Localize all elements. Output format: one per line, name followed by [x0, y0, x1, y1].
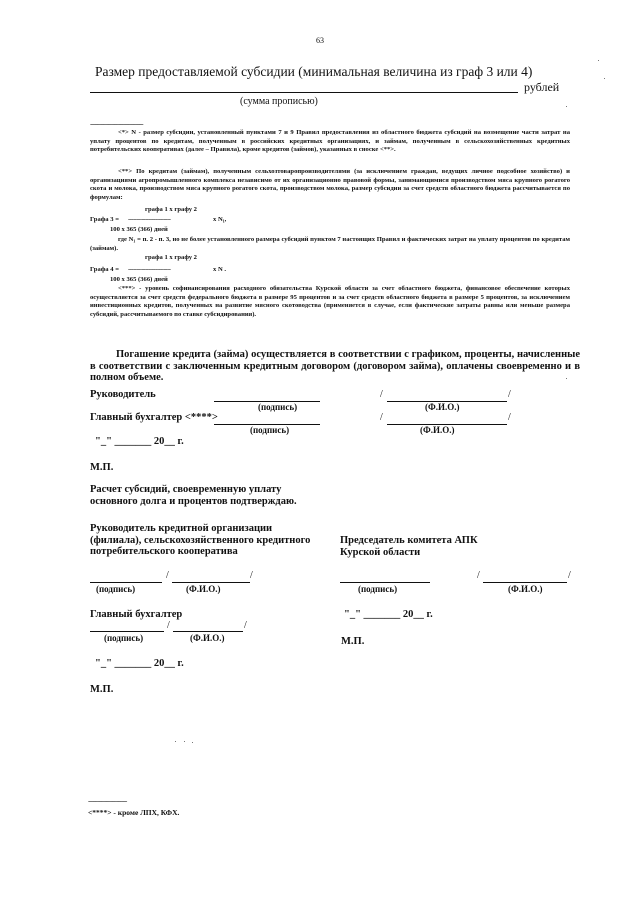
scan-speck: [175, 741, 176, 742]
formula-3-dashes: -------------------------: [128, 216, 171, 223]
formula-3-denominator: 100 х 365 (366) дней: [110, 226, 168, 233]
slash: /: [508, 412, 511, 423]
scan-speck: [192, 742, 193, 743]
formula-3-label: Графа 3 =: [90, 216, 119, 223]
org-name-caption: (Ф.И.О.): [186, 584, 221, 594]
committee-name-caption: (Ф.И.О.): [508, 584, 543, 594]
footnote-4: <****> - кроме ЛПХ, КФХ.: [88, 808, 180, 817]
formula-4-numerator: графа 1 х графу 2: [145, 254, 197, 261]
footnote-separator: --------------------------------------------: [90, 121, 143, 128]
chief-name-caption: (Ф.И.О.): [420, 425, 455, 435]
formula-4-denominator: 100 х 365 (366) дней: [110, 276, 168, 283]
slash: /: [568, 570, 571, 581]
slash: /: [250, 570, 253, 581]
sum-in-words-caption: (сумма прописью): [240, 96, 318, 107]
committee-signature-line: [340, 582, 430, 583]
rubles-label: рублей: [524, 80, 560, 94]
head-name-caption: (Ф.И.О.): [425, 402, 460, 412]
org-chief-signature-caption: (подпись): [104, 633, 144, 643]
chief-signature-caption: (подпись): [250, 425, 290, 435]
committee-name-line: [483, 582, 567, 583]
formula-3-numerator: графа 1 х графу 2: [145, 206, 197, 213]
scan-speck: [184, 741, 185, 742]
org-stamp-mark: М.П.: [90, 684, 114, 695]
slash: /: [508, 389, 511, 400]
scan-speck: [566, 106, 567, 107]
slash: /: [167, 620, 170, 631]
stamp-mark: М.П.: [90, 462, 114, 473]
slash: /: [380, 412, 383, 423]
slash: /: [244, 620, 247, 631]
org-name-line: [172, 582, 250, 583]
org-signature-line: [90, 582, 162, 583]
footnote-separator-bottom: --------------------------------: [88, 798, 127, 805]
committee-signature-caption: (подпись): [358, 584, 398, 594]
org-chief-accountant-label: Главный бухгалтер: [90, 609, 183, 620]
scan-speck: [598, 60, 599, 61]
org-signature-caption: (подпись): [96, 584, 136, 594]
footnote-3: <***> - уровень софинансирования расходного обязательства Курской области за счет областного бюджета, финансовое обеспечение которых осуществляется за счет средств федерального бюджета в размере 95 процентов и за счет средств областного бюджета в размере 5 процентов, за исключением инвестиционных кредитов, полученных на развитие мясного скотоводства (применяется в случае, если фактические затраты равны или меньше размера субсидий, рассчитываемого по ставке субсидирования).: [90, 285, 570, 318]
scan-speck: [566, 378, 567, 379]
formula-where: где N₁ = п. 2 - п. 3, но не более установленного размера субсидий пунктом 7 настоящих Правил и фактических затрат на уплату процентов по кредитам (займам).: [90, 236, 570, 252]
committee-stamp-mark: М.П.: [341, 636, 365, 647]
formula-4-label: Графа 4 =: [90, 266, 119, 273]
committee-head-label: Председатель комитета АПК Курской области: [340, 535, 478, 558]
footnote-1: <*> N - размер субсидии, установленный пунктами 7 и 9 Правил предоставления из областного бюджета субсидий на возмещение части затрат на уплату процентов по кредитам, полученным в российских кредитных организациях, и займам, полученным в сельскохозяйственных кредитных потребительских кооперативах (далее – Правила), кроме кредитов (займов), указанных в сноске <**>.: [90, 129, 570, 153]
org-head-label: Руководитель кредитной организации (филиала), сельскохозяйственного кредитного потребительского кооператива: [90, 523, 311, 557]
formula-4-multiplier: х N .: [213, 266, 227, 273]
date-line: "_" _______ 20__ г.: [95, 436, 184, 447]
repayment-paragraph: Погашение кредита (займа) осуществляется в соответствии с графиком, проценты, начисленные в соответствии с заключенным кредитным договором (договором займа), оплачены своевременно и в полном объеме.: [90, 349, 580, 383]
footnote-2: <**> По кредитам (займам), полученным сельхозтоваропроизводителями (за исключением граждан, ведущих личное подсобное хозяйство) и организациями агропромышленного комплекса независимо от их организационно правовой формы, занимающимися производством мяса крупного рогатого скота и молока, производством мяса крупного рогатого скота, производством молока, размер субсидии за счет средств областного бюджета рассчитывается по формулам:: [90, 168, 570, 201]
head-label: Руководитель: [90, 389, 156, 400]
chief-accountant-label: Главный бухгалтер <****>: [90, 412, 218, 423]
sum-in-words-line: [90, 92, 518, 93]
org-date-line: "_" _______ 20__ г.: [95, 658, 184, 669]
formula-3-multiplier: х N₁,: [213, 216, 227, 223]
formula-4-dashes: -------------------------: [128, 266, 171, 273]
head-signature-caption: (подпись): [258, 402, 298, 412]
slash: /: [380, 389, 383, 400]
page-number: 63: [316, 36, 324, 45]
slash: /: [166, 570, 169, 581]
slash: /: [477, 570, 480, 581]
page-title: Размер предоставляемой субсидии (минимальная величина из граф 3 или 4): [95, 64, 533, 79]
scan-speck: [604, 78, 605, 79]
committee-date-line: "_" _______ 20__ г.: [344, 609, 433, 620]
org-chief-name-line: [173, 631, 243, 632]
org-chief-signature-line: [90, 631, 164, 632]
org-chief-name-caption: (Ф.И.О.): [190, 633, 225, 643]
confirm-text: Расчет субсидий, своевременную уплату основного долга и процентов подтверждаю.: [90, 484, 297, 507]
